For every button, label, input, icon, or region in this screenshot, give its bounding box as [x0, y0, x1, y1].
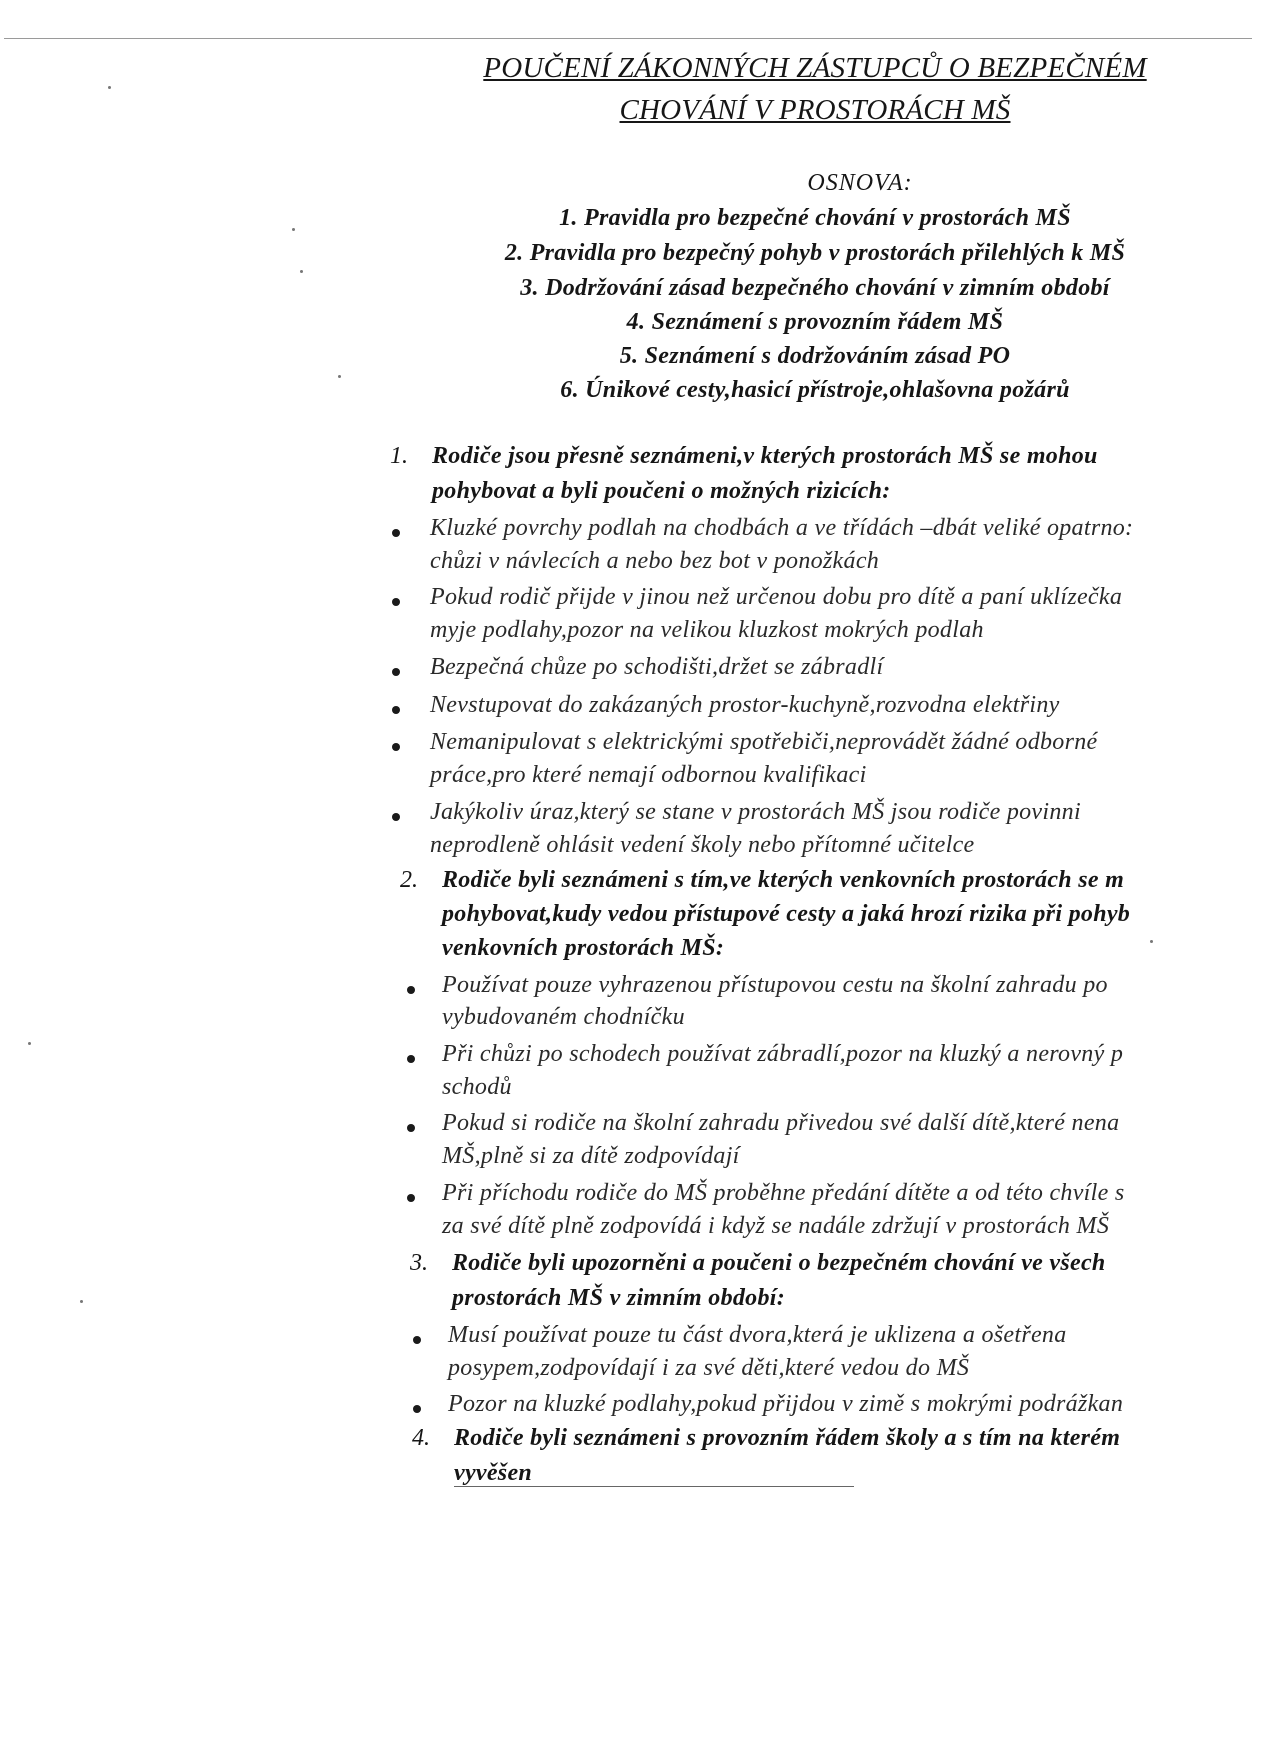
document-title-line-1: POUČENÍ ZÁKONNÝCH ZÁSTUPCŮ O BEZPEČNÉM [483, 52, 1147, 84]
scan-top-rule [4, 38, 1252, 39]
section-3-heading: prostorách MŠ v zimním období: [452, 1285, 786, 1311]
bullet-text: myje podlahy,pozor na velikou kluzkost mokrých podlah [430, 617, 984, 643]
osnova-item: 6. Únikové cesty,hasicí přístroje,ohlašovna požárů [560, 377, 1070, 403]
osnova-item: 1. Pravidla pro bezpečné chování v prostorách MŠ [559, 205, 1071, 231]
section-3-heading: Rodiče byli upozorněni a poučeni o bezpečném chování ve všech [452, 1250, 1106, 1276]
bullet-text: Pozor na kluzké podlahy,pokud přijdou v zimě s mokrými podrážkan [448, 1391, 1124, 1417]
section-1-heading: Rodiče jsou přesně seznámeni,v kterých prostorách MŠ se mohou [432, 443, 1098, 469]
bullet-icon [407, 1194, 415, 1202]
bullet-icon [407, 1055, 415, 1063]
bullet-icon [392, 813, 400, 821]
bullet-icon [407, 1124, 415, 1132]
bullet-text: chůzi v návlecích a nebo bez bot v ponožkách [430, 548, 880, 574]
osnova-item: 3. Dodržování zásad bezpečného chování v zimním období [520, 275, 1110, 301]
fill-in-line [454, 1486, 854, 1487]
osnova-heading: OSNOVA: [807, 170, 913, 196]
bullet-icon [392, 598, 400, 606]
bullet-text: Nemanipulovat s elektrickými spotřebiči,neprovádět žádné odborné [430, 729, 1098, 755]
bullet-text: Kluzké povrchy podlah na chodbách a ve třídách –dbát veliké opatrno: [430, 515, 1134, 541]
bullet-icon [392, 529, 400, 537]
section-2-heading: Rodiče byli seznámeni s tím,ve kterých venkovních prostorách se m [442, 867, 1125, 893]
section-3-number: 3. [410, 1250, 428, 1276]
bullet-icon [413, 1405, 421, 1413]
bullet-text: Pokud rodič přijde v jinou než určenou dobu pro dítě a paní uklízečka [430, 584, 1123, 610]
bullet-icon [407, 986, 415, 994]
bullet-text: Pokud si rodiče na školní zahradu přivedou své další dítě,které nena [442, 1110, 1120, 1136]
bullet-text: Při chůzi po schodech používat zábradlí,pozor na kluzký a nerovný p [442, 1041, 1124, 1067]
bullet-icon [392, 668, 400, 676]
document-title-line-2: CHOVÁNÍ V PROSTORÁCH MŠ [619, 94, 1011, 126]
section-4-heading: Rodiče byli seznámeni s provozním řádem školy a s tím na kterém [454, 1425, 1121, 1451]
bullet-text: schodů [442, 1074, 512, 1100]
bullet-text: Musí používat pouze tu část dvora,která je uklizena a ošetřena [448, 1322, 1067, 1348]
bullet-text: MŠ,plně si za dítě zodpovídají [442, 1143, 740, 1169]
bullet-text: práce,pro které nemají odbornou kvalifikaci [430, 762, 867, 788]
section-4-heading: vyvěšen [454, 1460, 533, 1486]
bullet-text: Jakýkoliv úraz,který se stane v prostorách MŠ jsou rodiče povinni [430, 799, 1081, 825]
bullet-text: neprodleně ohlásit vedení školy nebo přítomné učitelce [430, 832, 975, 858]
scan-speck [300, 270, 303, 273]
bullet-text: Bezpečná chůze po schodišti,držet se zábradlí [430, 654, 884, 680]
section-1-heading: pohybovat a byli poučeni o možných rizicích: [432, 478, 891, 504]
bullet-text: vybudovaném chodníčku [442, 1004, 685, 1030]
section-2-number: 2. [400, 867, 418, 893]
section-2-heading: venkovních prostorách MŠ: [442, 935, 725, 961]
bullet-icon [392, 706, 400, 714]
section-2-heading: pohybovat,kudy vedou přístupové cesty a jaká hrozí rizika při pohyb [442, 901, 1131, 927]
scan-speck [1150, 940, 1153, 943]
osnova-item: 5. Seznámení s dodržováním zásad PO [619, 343, 1011, 369]
bullet-icon [392, 743, 400, 751]
bullet-text: Používat pouze vyhrazenou přístupovou cestu na školní zahradu po [442, 972, 1108, 998]
bullet-text: Při příchodu rodiče do MŠ proběhne předání dítěte a od této chvíle s [442, 1180, 1125, 1206]
bullet-icon [413, 1336, 421, 1344]
section-1-number: 1. [390, 443, 408, 469]
scan-speck [80, 1300, 83, 1303]
scan-speck [292, 228, 295, 231]
osnova-item: 2. Pravidla pro bezpečný pohyb v prostorách přilehlých k MŠ [504, 240, 1126, 266]
bullet-text: Nevstupovat do zakázaných prostor-kuchyně,rozvodna elektřiny [430, 692, 1060, 718]
scan-speck [338, 375, 341, 378]
scan-speck [108, 86, 111, 89]
bullet-text: posypem,zodpovídají i za své děti,které vedou do MŠ [448, 1355, 970, 1381]
section-4-number: 4. [412, 1425, 430, 1451]
osnova-item: 4. Seznámení s provozním řádem MŠ [626, 309, 1004, 335]
scan-speck [28, 1042, 31, 1045]
bullet-text: za své dítě plně zodpovídá i když se nadále zdržují v prostorách MŠ [442, 1213, 1110, 1239]
